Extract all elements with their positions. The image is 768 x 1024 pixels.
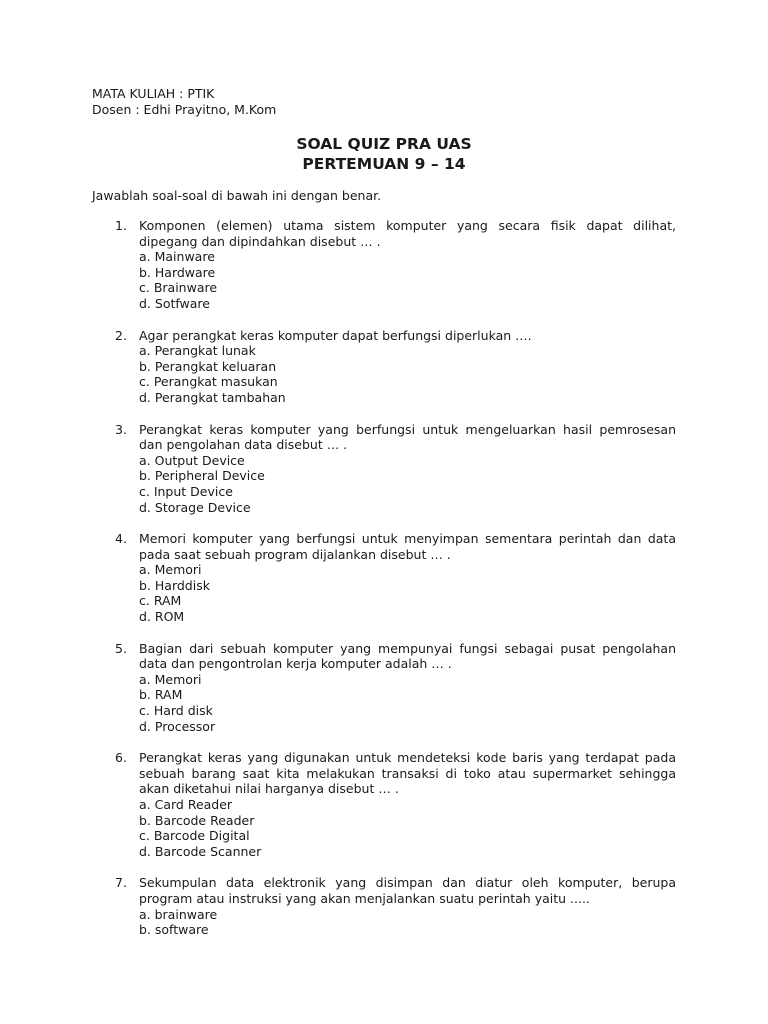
question-number: 6. xyxy=(115,750,127,766)
answer-option: b. Perangkat keluaran xyxy=(139,358,277,374)
question-list xyxy=(92,218,676,954)
option-list xyxy=(139,562,676,624)
answer-option: d. Storage Device xyxy=(139,499,251,515)
answer-option: a. Memori xyxy=(139,671,202,687)
answer-option: c. Hard disk xyxy=(139,703,213,719)
title-line-1: SOAL QUIZ PRA UAS xyxy=(296,135,472,153)
answer-option: b. Hardware xyxy=(139,264,216,280)
question-item xyxy=(92,422,676,516)
answer-option: b. Peripheral Device xyxy=(139,468,265,484)
instruction-text: Jawablah soal-soal di bawah ini dengan benar. xyxy=(92,188,382,203)
question-number: 7. xyxy=(115,875,127,891)
question-text: Bagian dari sebuah komputer yang mempunyai fungsi sebagai pusat pengolahan data dan pengontrolan kerja komputer adalah … . xyxy=(139,640,676,672)
question-item xyxy=(92,531,676,625)
question-number: 1. xyxy=(115,218,127,233)
answer-option: c. Brainware xyxy=(139,280,218,296)
question-item xyxy=(92,641,676,735)
answer-option: b. Barcode Reader xyxy=(139,812,255,828)
question-text: Komponen (elemen) utama sistem komputer yang secara fisik dapat dilihat, dipegang dan dipindahkan disebut … . xyxy=(139,218,676,249)
question-item xyxy=(92,328,676,406)
answer-option: a. Perangkat lunak xyxy=(139,343,256,359)
answer-option: a. brainware xyxy=(139,906,218,922)
answer-option: d. ROM xyxy=(139,609,185,625)
answer-option: d. Perangkat tambahan xyxy=(139,389,286,405)
answer-option: d. Barcode Scanner xyxy=(139,843,262,859)
question-item xyxy=(92,875,676,937)
answer-option: c. Perangkat masukan xyxy=(139,374,278,390)
question-item xyxy=(92,218,676,312)
document-header xyxy=(92,86,276,118)
title-line-2: PERTEMUAN 9 – 14 xyxy=(302,155,466,173)
answer-option: b. Harddisk xyxy=(139,577,210,593)
answer-option: c. Barcode Digital xyxy=(139,828,250,844)
question-number: 5. xyxy=(115,640,127,656)
answer-option: a. Output Device xyxy=(139,452,245,468)
course-name: MATA KULIAH : PTIK xyxy=(92,86,215,101)
answer-option: a. Memori xyxy=(139,562,202,578)
option-list xyxy=(139,343,676,405)
answer-option: b. RAM xyxy=(139,687,183,703)
question-text: Agar perangkat keras komputer dapat berfungsi diperlukan …. xyxy=(139,327,532,343)
answer-option: d. Sotfware xyxy=(139,295,210,311)
question-number: 2. xyxy=(115,327,127,343)
question-item xyxy=(92,750,676,859)
question-text: Perangkat keras komputer yang berfungsi untuk mengeluarkan hasil pemrosesan dan pengolahan data disebut … . xyxy=(139,421,676,453)
lecturer-name: Dosen : Edhi Prayitno, M.Kom xyxy=(92,102,277,117)
option-list xyxy=(139,249,676,311)
option-list xyxy=(139,672,676,734)
question-text: Memori komputer yang berfungsi untuk menyimpan sementara perintah dan data pada saat sebuah program dijalankan disebut … . xyxy=(139,531,676,562)
question-text: Sekumpulan data elektronik yang disimpan dan diatur oleh komputer, berupa program atau instruksi yang akan menjalankan suatu perintah yaitu ..... xyxy=(139,875,676,906)
document-title xyxy=(0,134,768,174)
answer-option: a. Card Reader xyxy=(139,797,233,812)
answer-option: a. Mainware xyxy=(139,249,215,265)
question-text: Perangkat keras yang digunakan untuk mendeteksi kode baris yang terdapat pada sebuah barang saat kita melakukan transaksi di toko atau supermarket sehingga akan diketahui nilai harganya disebut … . xyxy=(139,750,676,797)
option-list xyxy=(139,453,676,515)
answer-option: b. software xyxy=(139,922,209,938)
option-list xyxy=(139,797,676,859)
answer-option: c. Input Device xyxy=(139,483,233,499)
question-number: 3. xyxy=(115,421,127,437)
answer-option: c. RAM xyxy=(139,593,182,609)
question-number: 4. xyxy=(115,531,127,547)
answer-option: d. Processor xyxy=(139,718,216,734)
option-list xyxy=(139,907,676,938)
